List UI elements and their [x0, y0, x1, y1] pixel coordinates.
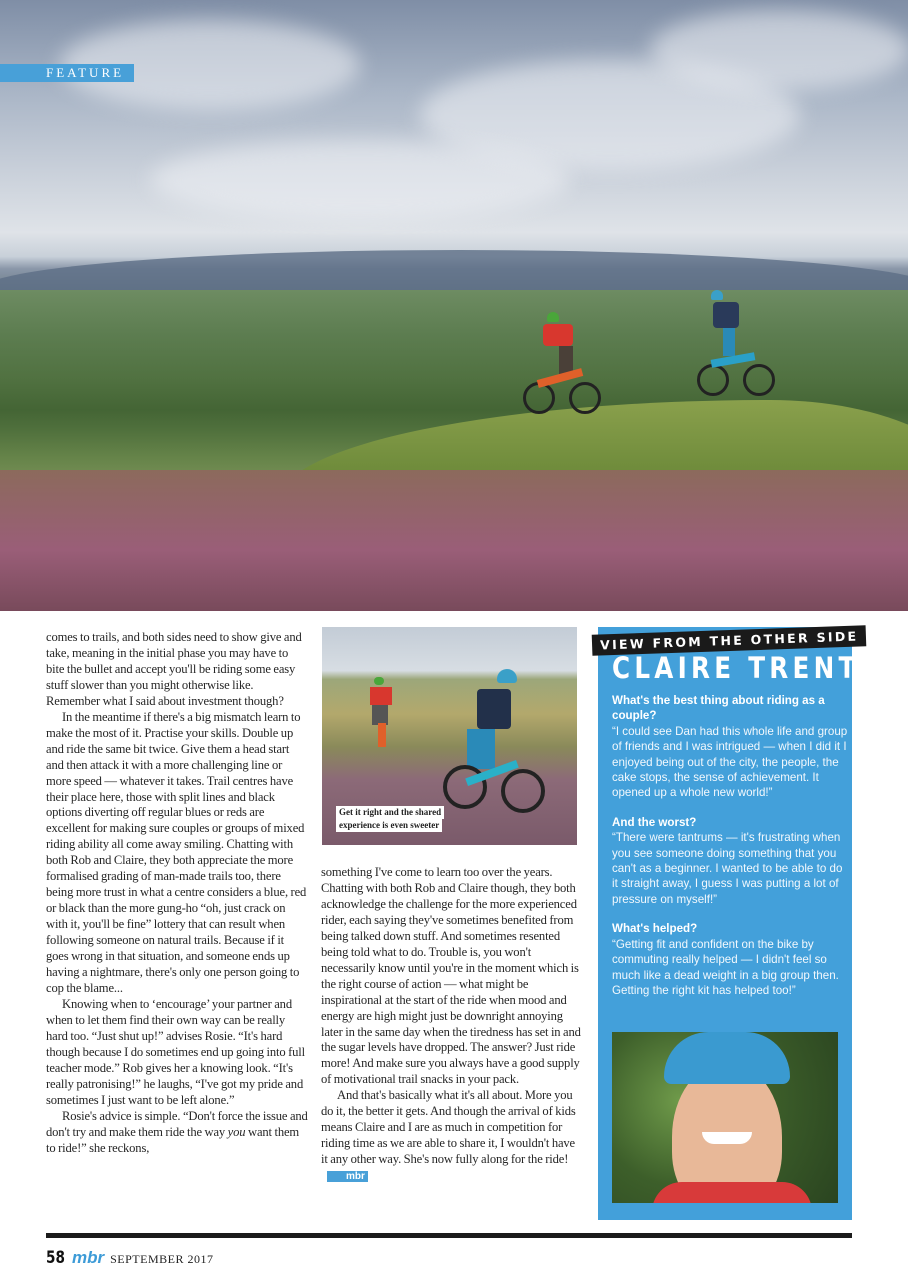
question: What's helped? [612, 922, 698, 936]
emphasis: you [227, 1124, 246, 1139]
sidebar-kicker: VIEW FROM THE OTHER SIDE [592, 625, 867, 656]
rider-red-small [362, 677, 402, 747]
qa-list [612, 693, 848, 1012]
article-column-left [46, 630, 308, 1156]
paragraph [321, 1088, 581, 1184]
issue-date: SEPTEMBER 2017 [110, 1252, 214, 1266]
paragraph: comes to trails, and both sides need to show give and take, meaning in the initial phase you may have to bite the bullet and accept you'll be riding some easy stuff slower than you might otherwise like. Remember what I said about investment though? [46, 630, 302, 708]
qa-item [612, 815, 848, 907]
hero-photo [0, 0, 908, 611]
question: And the worst? [612, 815, 697, 829]
sidebar-title: CLAIRE TRENT [612, 651, 860, 685]
sidebar-box [598, 627, 860, 1220]
portrait-photo [612, 1032, 838, 1203]
qa-item [612, 921, 848, 998]
paragraph [46, 1109, 308, 1157]
question: What's the best thing about riding as a couple? [612, 694, 825, 723]
page-footer [46, 1248, 213, 1268]
answer: “I could see Dan had this whole life and group of friends and I was intrigued — when I did it I enjoyed being out of the city, the people, the cake stops, the sense of achievement. It opened up a whole new world!” [612, 724, 848, 800]
page-number: 58 [46, 1248, 65, 1268]
paragraph: In the meantime if there's a big mismatch learn to make the most of it. Practise your skills. Double up and ride the same bit twice. Give them a head start and then attack it with a more challenging line or more speed — whatever it takes. Trail centres have their place here, those with split lines and black options diverting off regular blues or reds are excellent for making sure couples or groups of mixed riding ability all come away smiling. Chatting with both Rob and Claire, they both appreciate the more formalised grading of man-made trails too, there being more trust in what a centre considers a blue, red or black than the more gung-ho “oh, just crack on with it, you'll be fine” lottery that can result when following someone on natural trails. Because if it goes wrong in that situation, and someone ends up having a nightmare, there's only one person going to cop the blame... [46, 709, 307, 995]
text: want them to ride!” she reckons, [46, 1124, 300, 1155]
rider-blue [697, 290, 773, 400]
answer: “There were tantrums — it's frustrating when you see someone doing something that you can't as a beginner. I wanted to be able to do it straight away, I guess I was putting a lot of pressure on myself!” [612, 831, 843, 906]
paragraph: something I've come to learn too over the years. Chatting with both Rob and Claire though, they both acknowledge the challenge for the more experienced rider, each saying they've sometimes benefited from being talked down stuff. And sometimes resented being told what to do. Trouble is, you won't necessarily know until you're in the moment which is the right course of action — what might be inspirational at the start of the ride when mood and energy are high might just be downright annoying later in the same day when the tiredness has set in and the sugar levels have dropped. The answer? Just ride more! And make sure you always have a good supply of motivational trail snacks in your pack. [321, 865, 581, 1087]
rider-claire-small [447, 669, 547, 829]
article-column-middle [321, 865, 581, 1184]
magazine-logo: mbr [72, 1248, 105, 1267]
answer: “Getting fit and confident on the bike by commuting really helped — I didn't feel so much like a dead weight in a big group then. Getting the right kit has helped too!” [612, 937, 839, 997]
paragraph: Knowing when to ‘encourage’ your partner and when to let them find their own way can be really hard too. “Just shut up!” advises Rosie. “It's hard though because I do sometimes end up going into full teacher mode.” Rob gives her a knowing look. “It's really patronising!” he laughs, “I've got my pride and sometimes I just want to be left alone.” [46, 996, 305, 1107]
text: Rosie's advice is simple. “Don't force the issue and don't try and make them ride the way [46, 1108, 308, 1139]
qa-item [612, 693, 848, 801]
rider-red [523, 312, 603, 424]
photo-caption [336, 806, 444, 832]
section-tag: FEATURE [0, 64, 134, 82]
end-mark-logo: mbr [327, 1171, 368, 1182]
footer-rule [46, 1233, 852, 1238]
caption-line: experience is even sweeter [336, 819, 442, 832]
text: And that's basically what it's all about. More you do it, the better it gets. And though the arrival of kids means Claire and I are as much in competition for riding time as we are able to share it, I wouldn't have it any other way. She's now fully along for the ride! [321, 1088, 576, 1167]
caption-line: Get it right and the shared [336, 806, 444, 819]
